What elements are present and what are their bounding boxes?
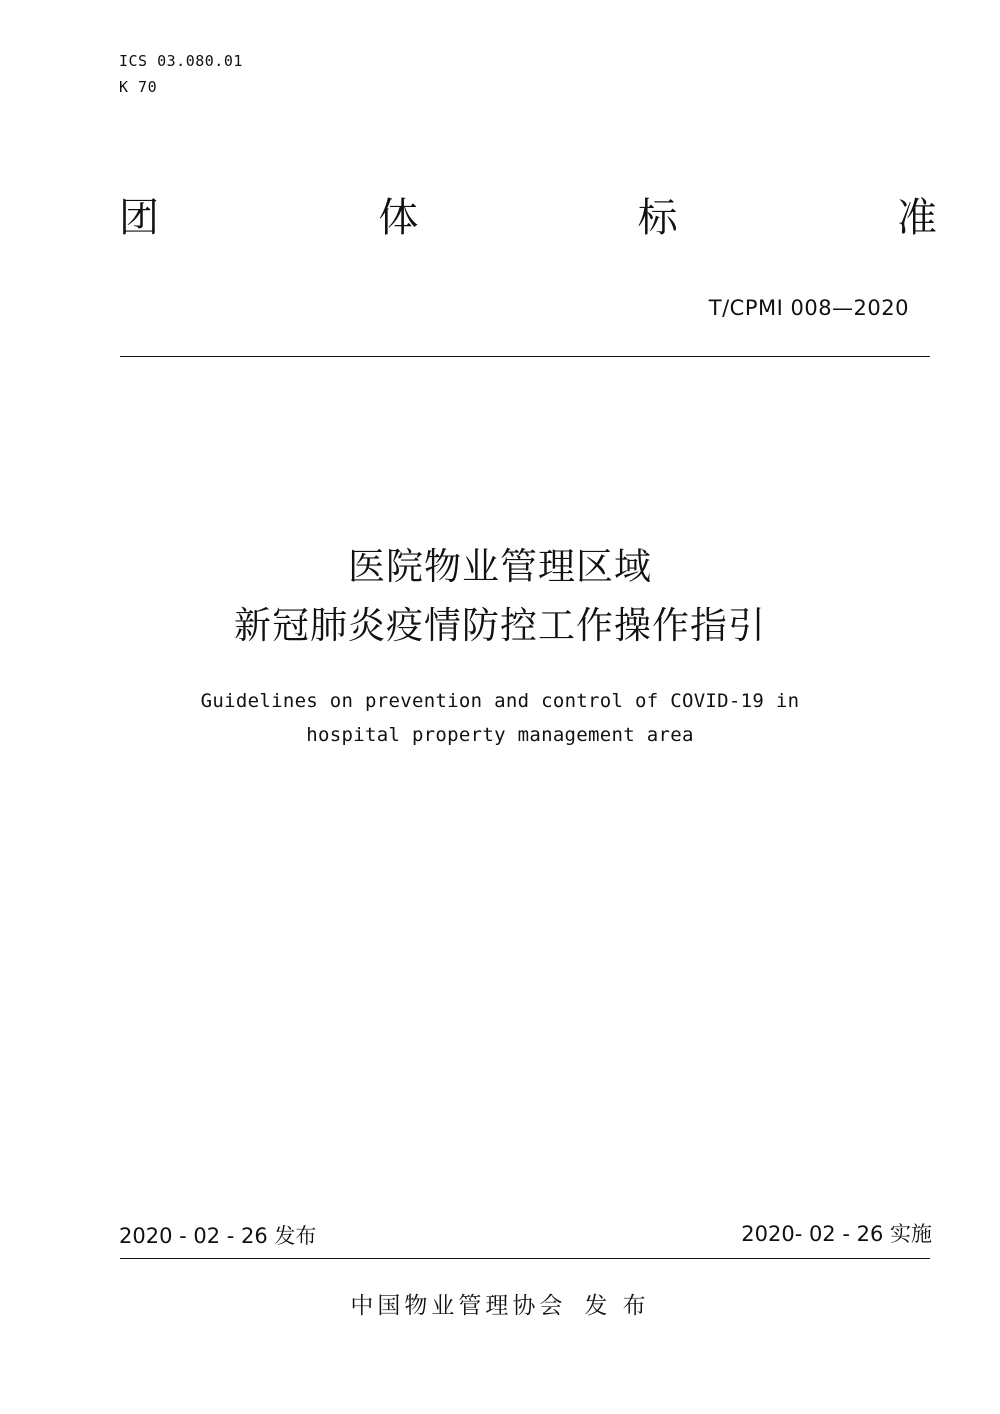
bottom-divider <box>120 1258 930 1259</box>
standard-type-char: 准 <box>896 195 937 241</box>
standard-type-char: 标 <box>637 195 678 241</box>
standard-type-char: 团 <box>119 195 159 241</box>
title-english-line-2: hospital property management area <box>306 724 694 746</box>
implementation-date: 2020- 02 - 26 实施 <box>741 1222 932 1246</box>
ics-code: ICS 03.080.01 <box>119 52 243 70</box>
ccs-code: K 70 <box>119 78 158 96</box>
standard-type-char: 体 <box>378 195 419 241</box>
title-chinese-line-2: 新冠肺炎疫情防控工作操作指引 <box>234 604 766 647</box>
standard-number: T/CPMI 008—2020 <box>708 296 909 320</box>
title-chinese-line-1: 医院物业管理区域 <box>348 545 652 588</box>
publisher-name: 中国物业管理协会 <box>350 1293 567 1319</box>
publisher-action: 发 布 <box>584 1293 650 1319</box>
standard-type-heading <box>119 192 937 244</box>
top-divider <box>120 356 930 357</box>
issue-date: 2020 - 02 - 26 发布 <box>119 1224 317 1248</box>
title-english-line-1: Guidelines on prevention and control of COVID-19 in <box>200 690 800 712</box>
publisher-line <box>0 1287 1000 1320</box>
